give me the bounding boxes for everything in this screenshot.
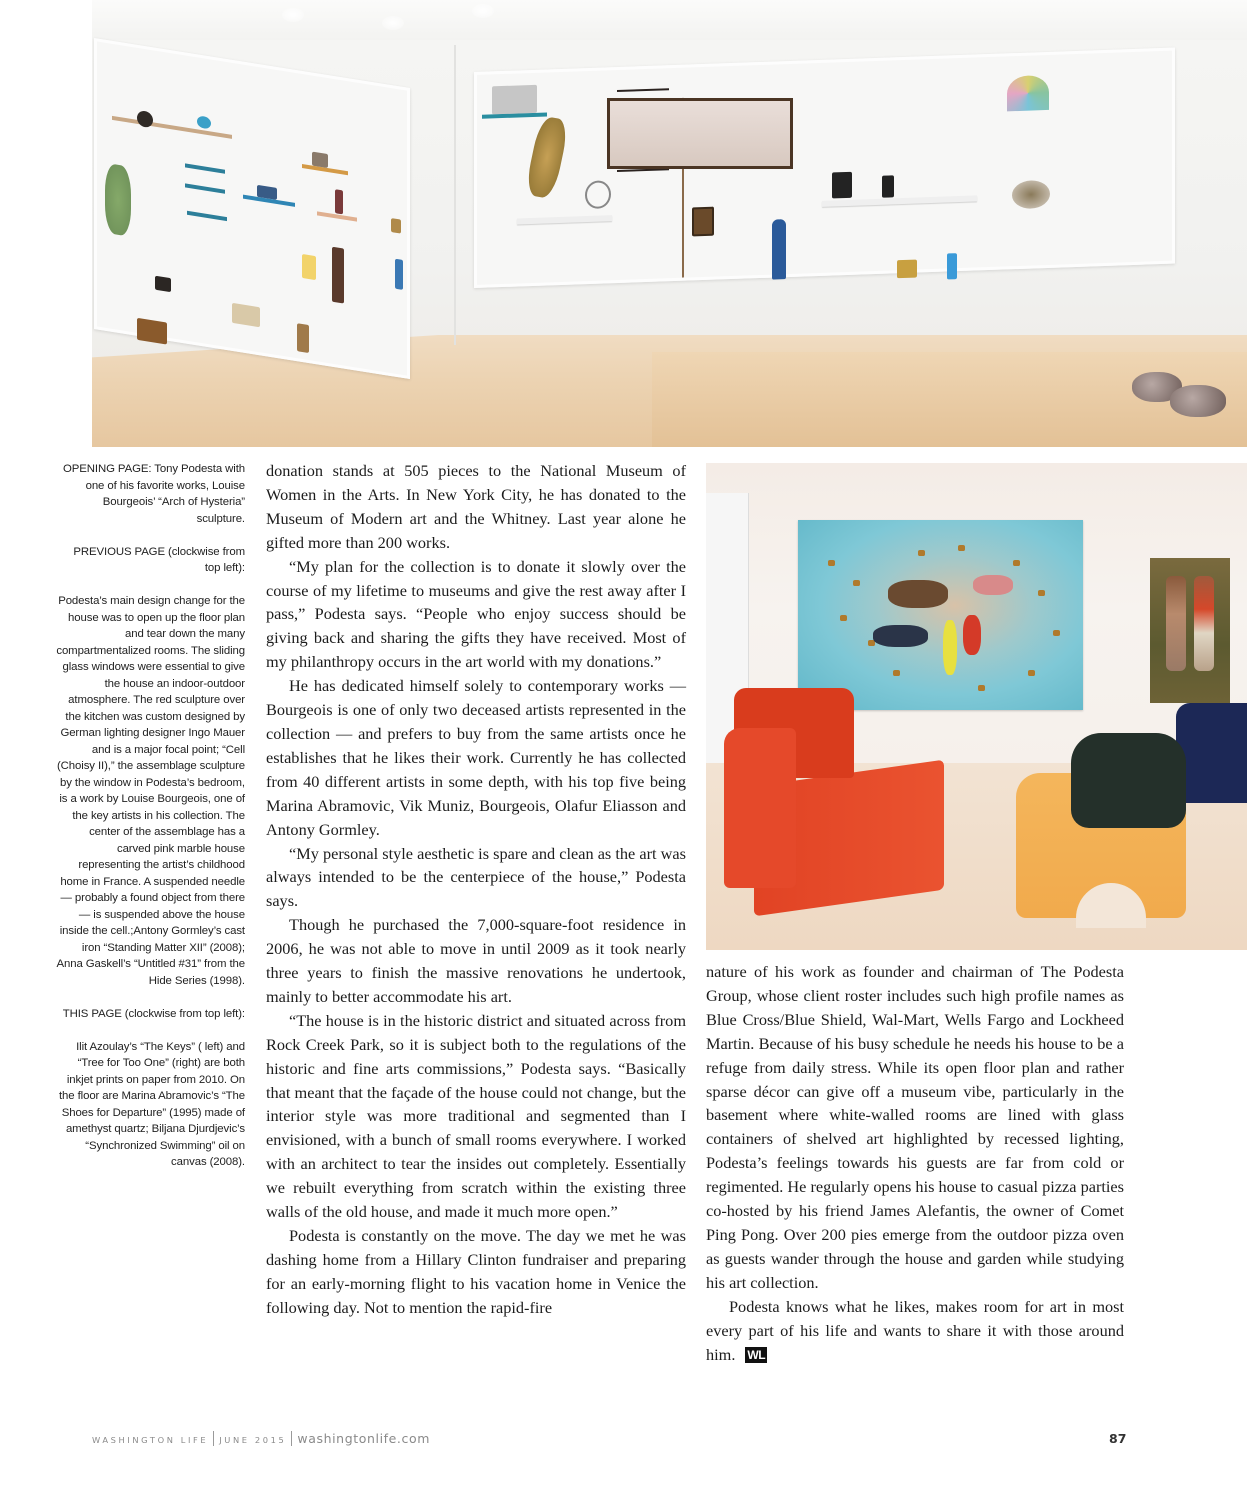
painted-leaf: [958, 545, 965, 551]
painted-leaf: [1053, 630, 1060, 636]
painted-leaf: [1038, 590, 1045, 596]
footer-divider: [213, 1431, 214, 1446]
caption-this-page-heading: THIS PAGE (clockwise from top left):: [62, 1007, 245, 1020]
living-room-photo: [706, 463, 1247, 950]
art-object: [302, 254, 316, 280]
ceiling-light: [382, 16, 404, 30]
ceiling: [92, 0, 1247, 40]
art-object: [492, 85, 537, 115]
caption-this-page-body: Ilit Azoulay’s “The Keys” ( left) and “Tree for Too One” (right) are both inkjet prints on paper from 2010. On the floor are Marina Abramovic’s “The Shoes for Departure” (1995) made of amethyst quartz; Biljana Djurdjevic’s “Synchronized Swimming” oil on canvas (2008).: [58, 1040, 245, 1168]
painted-leaf: [1013, 560, 1020, 566]
ceiling-light: [472, 4, 494, 18]
painted-leaf: [1028, 670, 1035, 676]
shelf: [517, 215, 612, 224]
blue-chair: [1176, 703, 1247, 803]
caption-previous-page-heading: PREVIOUS PAGE (clockwise from top left):: [73, 545, 245, 574]
shelf: [185, 163, 225, 173]
painted-leaf: [893, 670, 900, 676]
page-number: 87: [1109, 1431, 1127, 1446]
painted-leaf: [978, 685, 985, 691]
plant: [105, 163, 131, 237]
article-column-right: [706, 960, 1124, 1366]
article-paragraph: donation stands at 505 pieces to the National Museum of Women in the Arts. In New York City, he has donated to the Museum of Modern art and the Whitney. Last year alone he gifted more than 200 works.: [266, 461, 686, 552]
amethyst-shoe: [1170, 385, 1226, 417]
synchronized-swimming-painting: [798, 520, 1083, 710]
article-paragraph: “My personal style aesthetic is spare and clean as the art was always intended to be the centerpiece of the house,” Podesta says.: [266, 843, 686, 911]
end-mark-logo: WL: [747, 1347, 766, 1362]
painted-figure: [873, 625, 928, 647]
wall-corner: [454, 45, 456, 345]
article-paragraph: “The house is in the historic district and situated across from Rock Creek Park, so it is subject both to the regulations of the historic and fine arts commissions,” Podesta says. “Basically that meant that the façade of the house could not change, but the interior style was more traditional and segmented than I envisioned, with a bunch of small rooms everywhere. I worked with an architect to tear the insides out completely. Essentially we rebuilt everything from scratch within the existing three walls of the old house, and made it much more open.”: [266, 1010, 686, 1222]
shelf: [112, 116, 232, 139]
painted-figure: [1166, 576, 1186, 671]
chair-arm: [724, 728, 796, 888]
art-object: [137, 318, 167, 345]
art-object: [197, 115, 211, 129]
ring-object: [585, 180, 611, 209]
footer-publication: WASHINGTON LIFE: [92, 1435, 209, 1445]
art-object: [391, 218, 401, 234]
painted-figure: [973, 575, 1013, 595]
shelf: [187, 211, 227, 221]
shelf: [185, 183, 225, 193]
art-object: [395, 259, 403, 290]
painted-figure: [888, 580, 948, 608]
assemblage-frame-right: [474, 48, 1175, 288]
footer-issue: JUNE 2015: [219, 1435, 287, 1445]
painted-leaf: [828, 560, 835, 566]
portrait-painting: [1150, 558, 1230, 703]
article-paragraph: He has dedicated himself solely to contemporary works — Bourgeois is one of only two deceased artists represented in the collection — and prefers to buy from the same artists once he establishes that he likes their work. Currently he has collected from 40 different artists in some depth, with his top five being Marina Abramovic, Vik Muniz, Bourgeois, Olafur Eliasson and Antony Gormley.: [266, 676, 686, 839]
photo-captions: [56, 461, 245, 1187]
article-paragraph: Though he purchased the 7,000-square-foot residence in 2006, he was not able to move in until 2009 as it took nearly three years to finish the massive renovations he undertook, mainly to better accommodate his art.: [266, 915, 686, 1006]
art-object: [232, 303, 260, 327]
art-object: [882, 175, 894, 197]
caption-opening-page: OPENING PAGE: Tony Podesta with one of his favorite works, Louise Bourgeois’ “Arch of Hysteria” sculpture.: [63, 463, 245, 525]
framed-picture: [692, 207, 714, 237]
art-object: [335, 189, 343, 214]
assemblage-frame-left: [94, 38, 410, 379]
caption-previous-page-body: Podesta’s main design change for the house was to open up the floor plan and tear down the many compartmentalized rooms. The sliding glass windows were essential to give the house an indoor-outdoor atmosphere. The red sculpture over the kitchen was custom designed by German lighting designer Ingo Mauer and is a major focal point; “Cell (Choisy II),” the assemblage sculpture by the window in Podesta’s bedroom, is a work by Louise Bourgeois, one of the key artists in his collection. The center of the assemblage has a carved pink marble house representing the artist’s childhood home in France. A suspended needle — probably a found object from there — is suspended above the house inside the cell.;Antony Gormley’s cast iron “Standing Matter XII” (2008); Anna Gaskell’s “Untitled #31” from the Hide Series (1998).: [56, 595, 245, 987]
art-object: [312, 152, 328, 169]
ceiling-light: [282, 8, 304, 22]
art-object: [297, 323, 309, 353]
red-armchair: [724, 688, 936, 893]
framed-vitrine: [607, 98, 793, 169]
painted-figure: [963, 615, 981, 655]
painted-leaf: [840, 615, 847, 621]
art-object: [137, 110, 153, 129]
article-paragraph: Podesta is constantly on the move. The day we met he was dashing home from a Hillary Clinton fundraiser and preparing for an early-morning flight to his vacation home in Venice the following day. Not to mention the rapid-fire: [266, 1226, 686, 1317]
art-object: [897, 260, 917, 279]
painted-figure: [1194, 576, 1214, 671]
dried-branch: [524, 115, 570, 199]
article-column-middle: [266, 459, 686, 1320]
footer-website: washingtonlife.com: [297, 1431, 431, 1446]
painted-figure: [943, 620, 957, 675]
article-paragraph: “My plan for the collection is to donate it slowly over the course of my lifetime to museums and give the rest away after I pass,” Podesta says. “People who enjoy success should be giving back and sharing the gifts they have received. Most of my philanthropy occurs in the art world with my donations.”: [266, 556, 686, 672]
painted-leaf: [918, 550, 925, 556]
gallery-room-photo: [92, 0, 1247, 447]
oval-object: [1012, 180, 1050, 209]
article-paragraph: [706, 1295, 1124, 1367]
shelf: [617, 88, 669, 92]
chair-back: [1071, 733, 1186, 828]
scarf-object: [332, 247, 344, 304]
page-footer: [92, 1431, 430, 1446]
article-closing-text: Podesta knows what he likes, makes room for art in most every part of his life and wants to share it with those around him.: [706, 1296, 1124, 1364]
painted-leaf: [853, 580, 860, 586]
art-object: [155, 276, 171, 293]
hanging-jacket: [772, 219, 786, 279]
art-object: [947, 253, 957, 279]
art-object: [832, 172, 852, 199]
yellow-armchair: [1016, 733, 1186, 928]
article-paragraph: nature of his work as founder and chairman of The Podesta Group, whose client roster includes such high profile names as Blue Cross/Blue Shield, Wal-Mart, Wells Fargo and Lockheed Martin. Because of his busy schedule he needs his house to be a refuge from daily stress. While its open floor plan and rather sparse décor can give off a museum vibe, particularly in the basement where white-walled rooms are lined with glass containers of shelved art highlighted by recessed lighting, Podesta’s feelings towards his guests are far from cold or regimented. He regularly opens his house to casual pizza parties co-hosted by his friend James Alefantis, the owner of Comet Ping Pong. Over 200 pies emerge from the outdoor pizza oven as guests wander through the house and garden while studying his art collection.: [706, 962, 1124, 1292]
footer-divider: [291, 1431, 292, 1446]
rainbow-drawing: [1007, 75, 1049, 111]
